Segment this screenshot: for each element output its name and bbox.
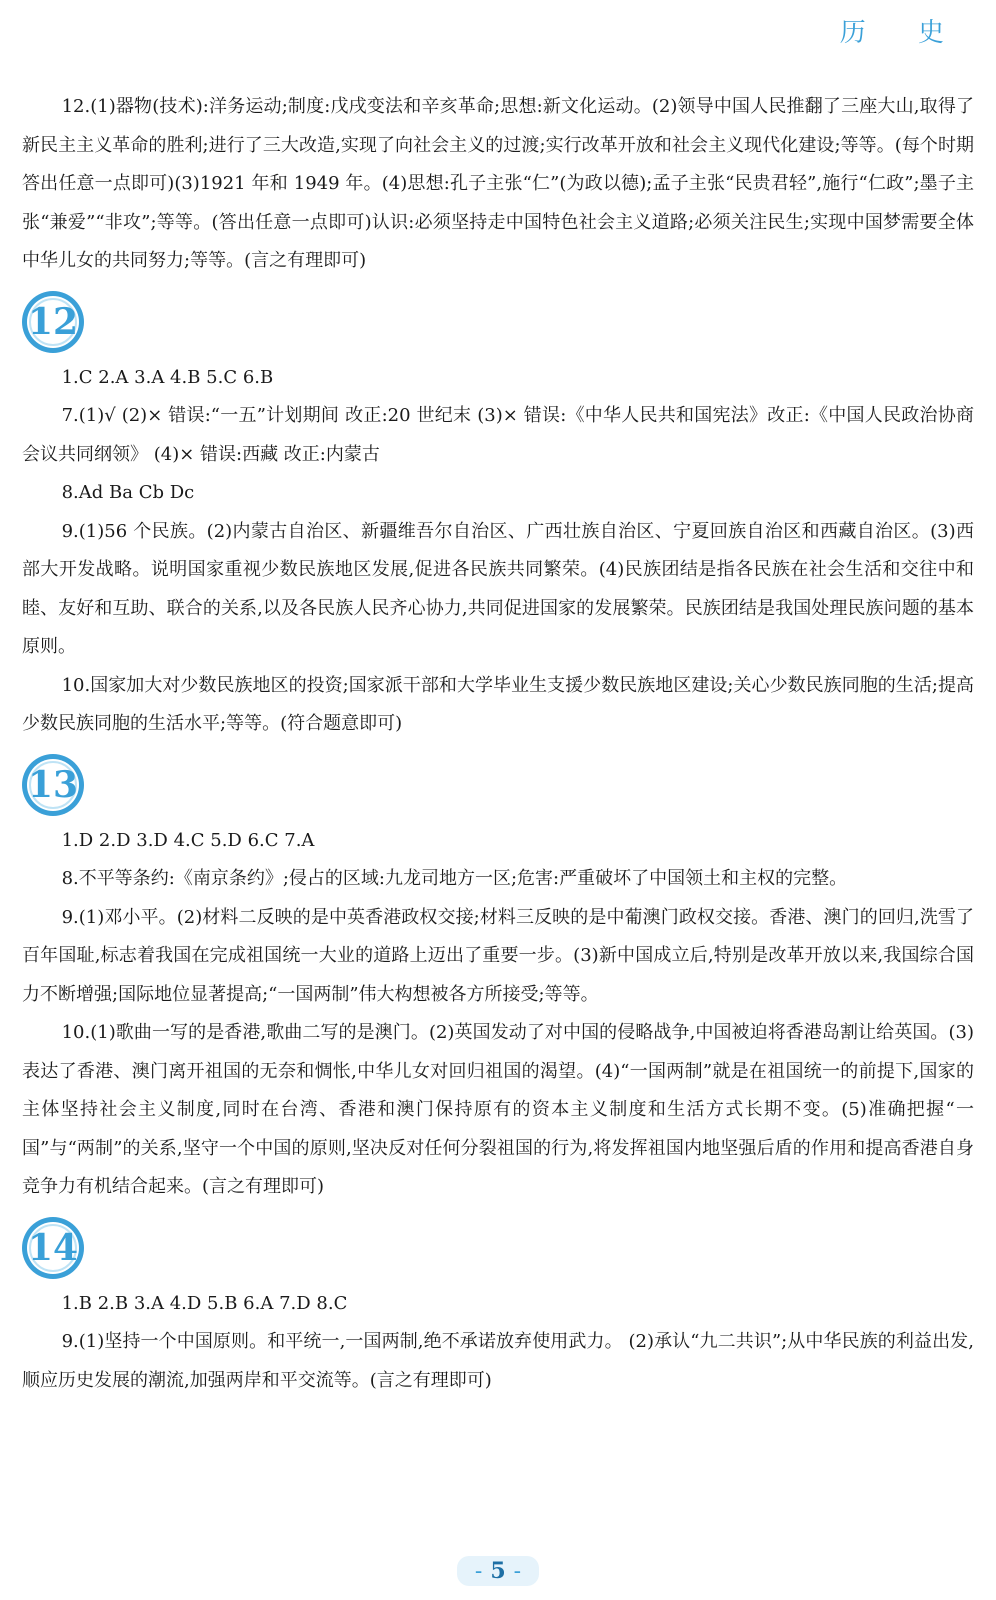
answer-paragraph: 1.B 2.B 3.A 4.D 5.B 6.A 7.D 8.C	[61, 1292, 348, 1314]
answer-paragraph: 10.(1)歌曲一写的是香港,歌曲二写的是澳门。(2)英国发动了对中国的侵略战争,中国被迫将香港岛割让给英国。(3)表达了香港、澳门离开祖国的无奈和惆怅,中华儿女对回归祖国的渴望。(4)“一国两制”就是在祖国统一的前提下,国家的主体坚持社会主义制度,同时在台湾、香港和澳门保持原有的资本主义制度和生活方式长期不变。(5)准确把握“一国”与“两制”的关系,坚守一个中国的原则,坚决反对任何分裂祖国的行为,将发挥祖国内地坚强后盾的作用和提高香港自身竞争力有机结合起来。(言之有理即可)	[22, 1022, 974, 1197]
section-badge-12	[20, 289, 86, 355]
answer-paragraph: 8.不平等条约:《南京条约》;侵占的区域:九龙司地方一区;危害:严重破坏了中国领土和主权的完整。	[61, 868, 848, 889]
section-number: 14	[27, 1226, 79, 1269]
section-11-tail	[22, 88, 974, 281]
answer-paragraph: 12.(1)器物(技术):洋务运动;制度:戊戌变法和辛亥革命;思想:新文化运动。(2)领导中国人民推翻了三座大山,取得了新民主主义革命的胜利;进行了三大改造,实现了向社会主义的过渡;实行改革开放和社会主义现代化建设;等等。(每个时期答出任意一点即可)(3)1921 年和 1949 年。(4)思想:孔子主张“仁”(为政以德);孟子主张“民贵君轻”,施行“仁政”;墨子主张“兼爱”“非攻”;等等。(答出任意一点即可)认识:必须坚持走中国特色社会主义道路;必须关注民生;实现中国梦需要全体中华儿女的共同努力;等等。(言之有理即可)	[22, 96, 974, 271]
answer-paragraph: 8.Ad Ba Cb Dc	[61, 482, 195, 503]
answer-paragraph: 9.(1)邓小平。(2)材料二反映的是中英香港政权交接;材料三反映的是中葡澳门政权交接。香港、澳门的回归,洗雪了百年国耻,标志着我国在完成祖国统一大业的道路上迈出了重要一步。(3)新中国成立后,特别是改革开放以来,我国综合国力不断增强;国际地位显著提高;“一国两制”伟大构想被各方所接受;等等。	[22, 906, 974, 1005]
page-number-value: 5	[490, 1558, 506, 1584]
section-number: 13	[27, 763, 79, 806]
answer-paragraph: 9.(1)56 个民族。(2)内蒙古自治区、新疆维吾尔自治区、广西壮族自治区、宁夏回族自治区和西藏自治区。(3)西部大开发战略。说明国家重视少数民族地区发展,促进各民族共同繁荣。(4)民族团结是指各民族在社会生活和交往中和睦、友好和互助、联合的关系,以及各民族人民齐心协力,共同促进国家的发展繁荣。民族团结是我国处理民族问题的基本原则。	[22, 520, 974, 657]
answer-paragraph: 10.国家加大对少数民族地区的投资;国家派干部和大学毕业生支援少数民族地区建设;关心少数民族同胞的生活;提高少数民族同胞的生活水平;等等。(符合题意即可)	[22, 674, 974, 734]
section-14	[22, 1207, 974, 1401]
section-number: 12	[27, 300, 79, 343]
section-badge-14	[20, 1215, 86, 1281]
answer-paragraph: 7.(1)√ (2)× 错误:“一五”计划期间 改正:20 世纪末 (3)× 错误:《中华人民共和国宪法》改正:《中国人民政治协商会议共同纲领》 (4)× 错误:西藏 改正:内蒙古	[22, 405, 974, 465]
subject-header: 历 史	[839, 18, 966, 48]
section-13	[22, 744, 974, 1207]
answer-paragraph: 1.D 2.D 3.D 4.C 5.D 6.C 7.A	[61, 829, 315, 851]
section-12	[22, 281, 974, 744]
answer-content	[22, 88, 974, 1400]
page-number: - 5 -	[0, 1556, 996, 1586]
answer-paragraph: 9.(1)坚持一个中国原则。和平统一,一国两制,绝不承诺放弃使用武力。 (2)承认“九二共识”;从中华民族的利益出发,顺应历史发展的潮流,加强两岸和平交流等。(言之有理即可)	[22, 1331, 974, 1391]
answer-paragraph: 1.C 2.A 3.A 4.B 5.C 6.B	[61, 366, 274, 388]
section-badge-13	[20, 752, 86, 818]
